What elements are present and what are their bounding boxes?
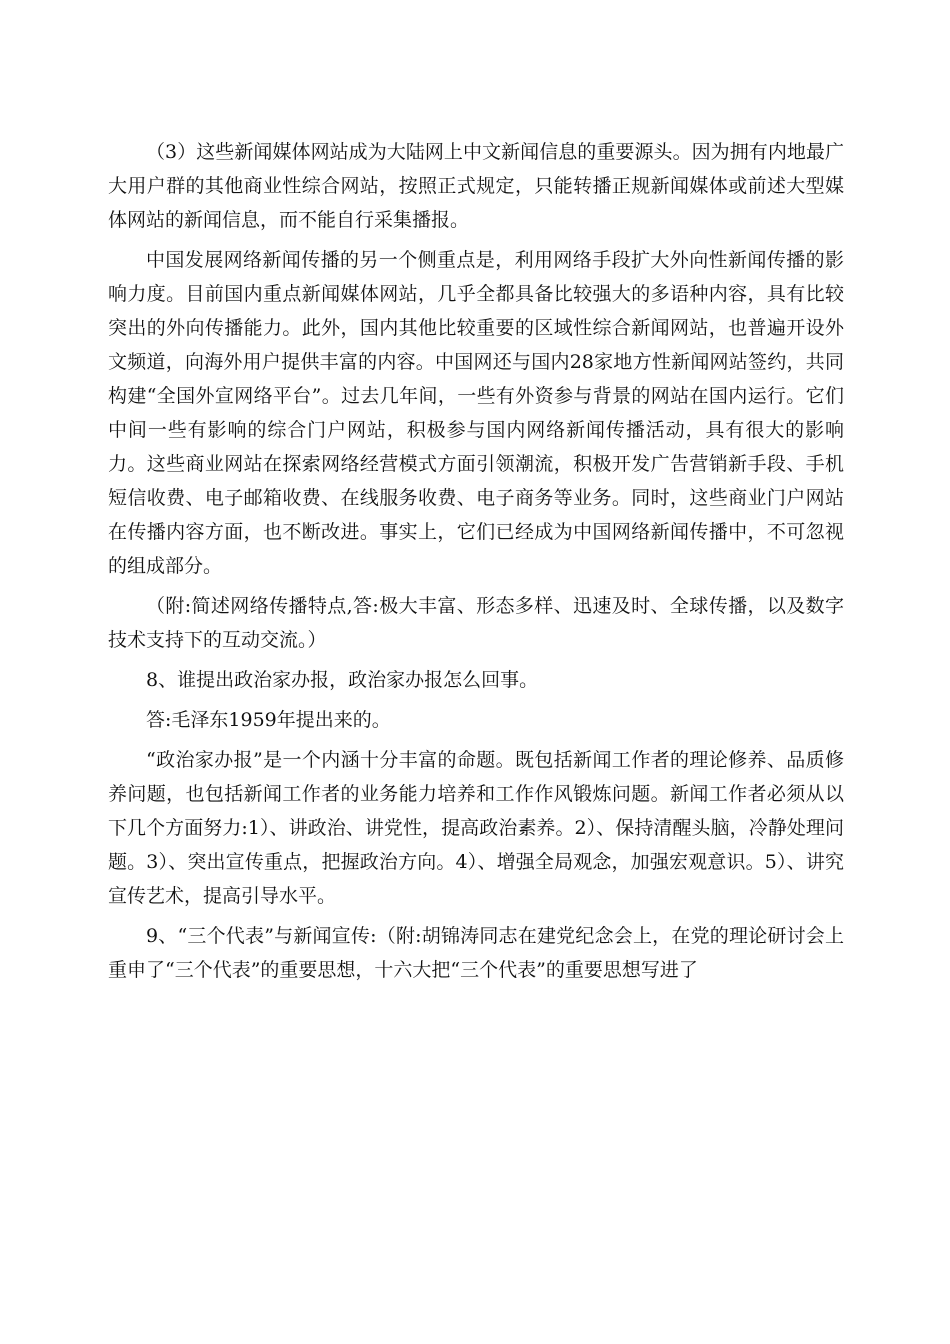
paragraph-outward-communication: 中国发展网络新闻传播的另一个侧重点是，利用网络手段扩大外向性新闻传播的影响力度。目前国内重点新闻媒体网站，几乎全都具备比较强大的多语种内容，具有比较突出的外向传播能力。此外，国内其他比较重要的区域性综合新闻网站，也普遍开设外文频道，向海外用户提供丰富的内容。中国网还与国内28家地方性新闻网站签约，共同构建“全国外宣网络平台”。过去几年间，一些有外资参与背景的网站在国内运行。它们中间一些有影响的综合门户网站，积极参与国内网络新闻传播活动，具有很大的影响力。这些商业网站在探索网络经营模式方面引领潮流，积极开发广告营销新手段、手机短信收费、电子邮箱收费、在线服务收费、电子商务等业务。同时，这些商业门户网站在传播内容方面，也不断改进。事实上，它们已经成为中国网络新闻传播中，不可忽视的组成部分。 [108, 249, 844, 577]
question-9: 9、“三个代表”与新闻宣传:（附:胡锦涛同志在建党纪念会上，在党的理论研讨会上重申了“三个代表”的重要思想，十六大把“三个代表”的重要思想写进了 [108, 925, 844, 981]
document-page [108, 135, 844, 993]
answer-8: 答:毛泽东1959年提出来的。 [146, 709, 391, 731]
question-8: 8、谁提出政治家办报，政治家办报怎么回事。 [146, 669, 539, 691]
paragraph-network-features-note: （附:简述网络传播特点,答:极大丰富、形态多样、迅速及时、全球传播，以及数字技术支持下的互动交流。） [108, 595, 844, 651]
paragraph-politician-newspaper: “政治家办报”是一个内涵十分丰富的命题。既包括新闻工作者的理论修养、品质修养问题，也包括新闻工作者的业务能力培养和工作作风锻炼问题。新闻工作者必须从以下几个方面努力:1）、讲政治、讲党性，提高政治素养。2）、保持清醒头脑，冷静处理问题。3）、突出宣传重点，把握政治方向。4）、增强全局观念，加强宏观意识。5）、讲究宣传艺术，提高引导水平。 [108, 749, 844, 907]
paragraph-news-sites-source: （3）这些新闻媒体网站成为大陆网上中文新闻信息的重要源头。因为拥有内地最广大用户群的其他商业性综合网站，按照正式规定，只能转播正规新闻媒体或前述大型媒体网站的新闻信息，而不能自行采集播报。 [108, 141, 844, 231]
